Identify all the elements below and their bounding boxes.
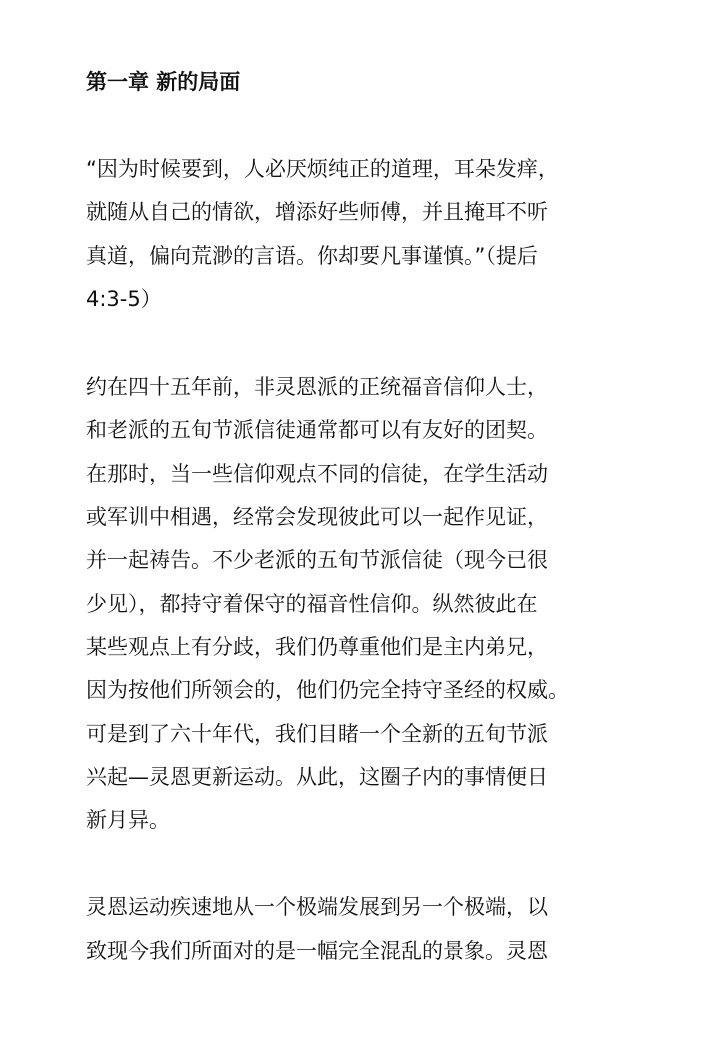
paragraph-spacer [86,102,646,148]
paragraph-history [86,366,646,842]
text-line: 在那时，当一些信仰观点不同的信徒，在学生活动 [86,461,548,486]
text-line: 少见），都持守着保守的福音性信仰。纵然彼此在 [86,591,538,616]
paragraph-spacer [86,321,646,366]
text-line: 并一起祷告。不少老派的五旬节派信徒（现今已很 [86,548,548,573]
text-line: 4:3-5） [86,286,162,311]
text-line: 可是到了六十年代，我们目睹一个全新的五旬节派 [86,721,548,746]
text-line: 或军训中相遇，经常会发现彼此可以一起作见证， [86,505,548,530]
text-line: 真道，偏向荒渺的言语。你却要凡事谨慎。”（提后 [86,243,538,268]
text-line: 新月异。 [86,808,170,833]
text-line: 因为按他们所领会的，他们仍完全持守圣经的权威。 [86,678,569,703]
paragraph-spacer [86,842,646,886]
chapter-title: 第一章 新的局面 [86,70,241,94]
text-line: 灵恩运动疾速地从一个极端发展到另一个极端，以 [86,895,548,920]
paragraph-scripture-quote [86,148,646,321]
text-line: 就随从自己的情欲，增添好些师傅，并且掩耳不听 [86,200,548,225]
text-line: 约在四十五年前，非灵恩派的正统福音信仰人士， [86,375,548,400]
document-page [86,62,646,973]
text-line: 兴起—灵恩更新运动。从此，这圈子内的事情便日 [86,764,548,789]
text-line: 致现今我们所面对的是一幅完全混乱的景象。灵恩 [86,938,548,963]
paragraph-charismatic-movement [86,886,646,973]
text-line: 某些观点上有分歧，我们仍尊重他们是主内弟兄， [86,634,548,659]
text-line: “因为时候要到，人必厌烦纯正的道理，耳朵发痒， [86,157,559,181]
text-line: 和老派的五旬节派信徒通常都可以有友好的团契。 [86,418,548,443]
